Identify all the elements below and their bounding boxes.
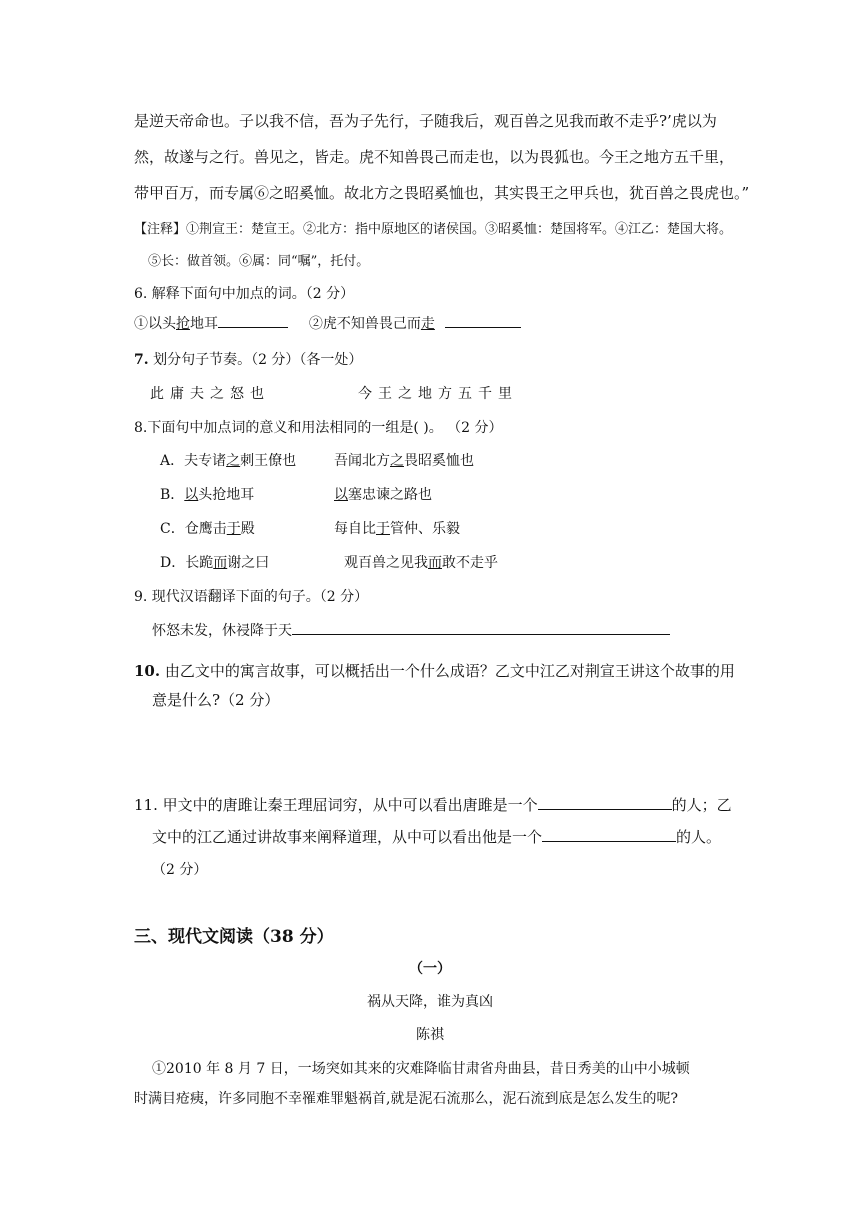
q8-option-a[interactable]: A．夫专诸之刺王僚也 [160,453,297,469]
article-para1-line1: ①2010 年 8 月 7 日，一场突如其来的灾难降临甘肃省舟曲县，昔日秀美的山中小城顿 [152,1061,690,1077]
passage-line-1: 是逆天帝命也。子以我不信，吾为子先行，子随我后，观百兽之见我而敢不走乎?’虎以为 [134,112,717,130]
q9-answer-blank[interactable] [292,620,670,635]
q6-a-answer-blank[interactable] [218,313,288,328]
q7-sentence-1: 此庸夫之怒也 [150,386,270,402]
notes-line-1: 【注释】①荆宣王：楚宣王。②北方：指中原地区的诸侯国。③昭奚恤：楚国将军。④江乙：楚国大将。 [134,222,733,237]
q11-line-2: 文中的江乙通过讲故事来阐释道理，从中可以看出他是一个 的人。 [152,828,722,846]
q11-line-3: （2 分） [152,862,208,878]
q6-b-answer-blank[interactable] [445,313,521,328]
section-3-part: （一） [409,961,451,977]
q8-option-c[interactable]: C．仓鹰击于殿 [160,521,255,537]
q8-option-b[interactable]: B．以头抢地耳 [160,487,255,503]
article-author: 陈祺 [416,1027,444,1043]
article-para1-line2: 时满目疮痍，许多同胞不幸罹难罪魁祸首,就是泥石流那么，泥石流到底是怎么发生的呢? [134,1091,678,1107]
q10-line-2: 意是什么?（2 分） [152,691,280,709]
q8-option-a-right: 吾闻北方之畏昭奚恤也 [334,453,474,469]
passage-line-2: 然，故遂与之行。兽见之，皆走。虎不知兽畏己而走也，以为畏狐也。今王之地方五千里， [134,148,735,166]
q6-a-dotted-word: 抢 [176,316,190,332]
q6-stem: 6. 解释下面句中加点的词。（2 分） [134,286,355,302]
q9-stem: 9. 现代汉语翻译下面的句子。（2 分） [134,589,369,605]
q11-line-1: 11. 甲文中的唐雎让秦王理屈词穷，从中可以看出唐雎是一个 的人；乙 [134,796,732,814]
q8-option-d-right: 观百兽之见我而敢不走乎 [344,555,498,571]
section-3-heading: 三、现代文阅读（38 分） [134,927,334,947]
q9-sentence-row [152,620,670,640]
q8-stem: 8.下面句中加点词的意义和用法相同的一组是( )。 （2 分） [134,420,503,436]
q7-sentence-2: 今王之地方五千里 [358,386,518,402]
q6-b-dotted-word: 走 [420,316,435,332]
q8-option-b-right: 以塞忠谏之路也 [334,487,432,503]
passage-line-3: 带甲百万，而专属⑥之昭奚恤。故北方之畏昭奚恤也，其实畏王之甲兵也，犹百兽之畏虎也。” [134,184,750,202]
q10-line-1: 10. 由乙文中的寓言故事，可以概括出一个什么成语？乙文中江乙对荆宣王讲这个故事的用 [134,662,735,680]
q9-sentence: 怀怒未发，休祲降于天 [152,623,292,639]
notes-line-2: ⑤长：做首领。⑥属：同“嘱”，托付。 [148,254,370,269]
q8-option-d[interactable]: D．长跪而谢之曰 [160,555,270,571]
q8-option-c-right: 每自比于管仲、乐毅 [334,521,460,537]
q11-answer-blank-2[interactable] [542,827,676,842]
q11-answer-blank-1[interactable] [538,795,672,810]
q6-items: ①以头抢地耳 ②虎不知兽畏己而走 [134,313,521,333]
article-title: 祸从天降，谁为真凶 [367,994,493,1010]
q7-stem: 7. 划分句子节奏。（2 分）（各一处） [134,352,363,368]
